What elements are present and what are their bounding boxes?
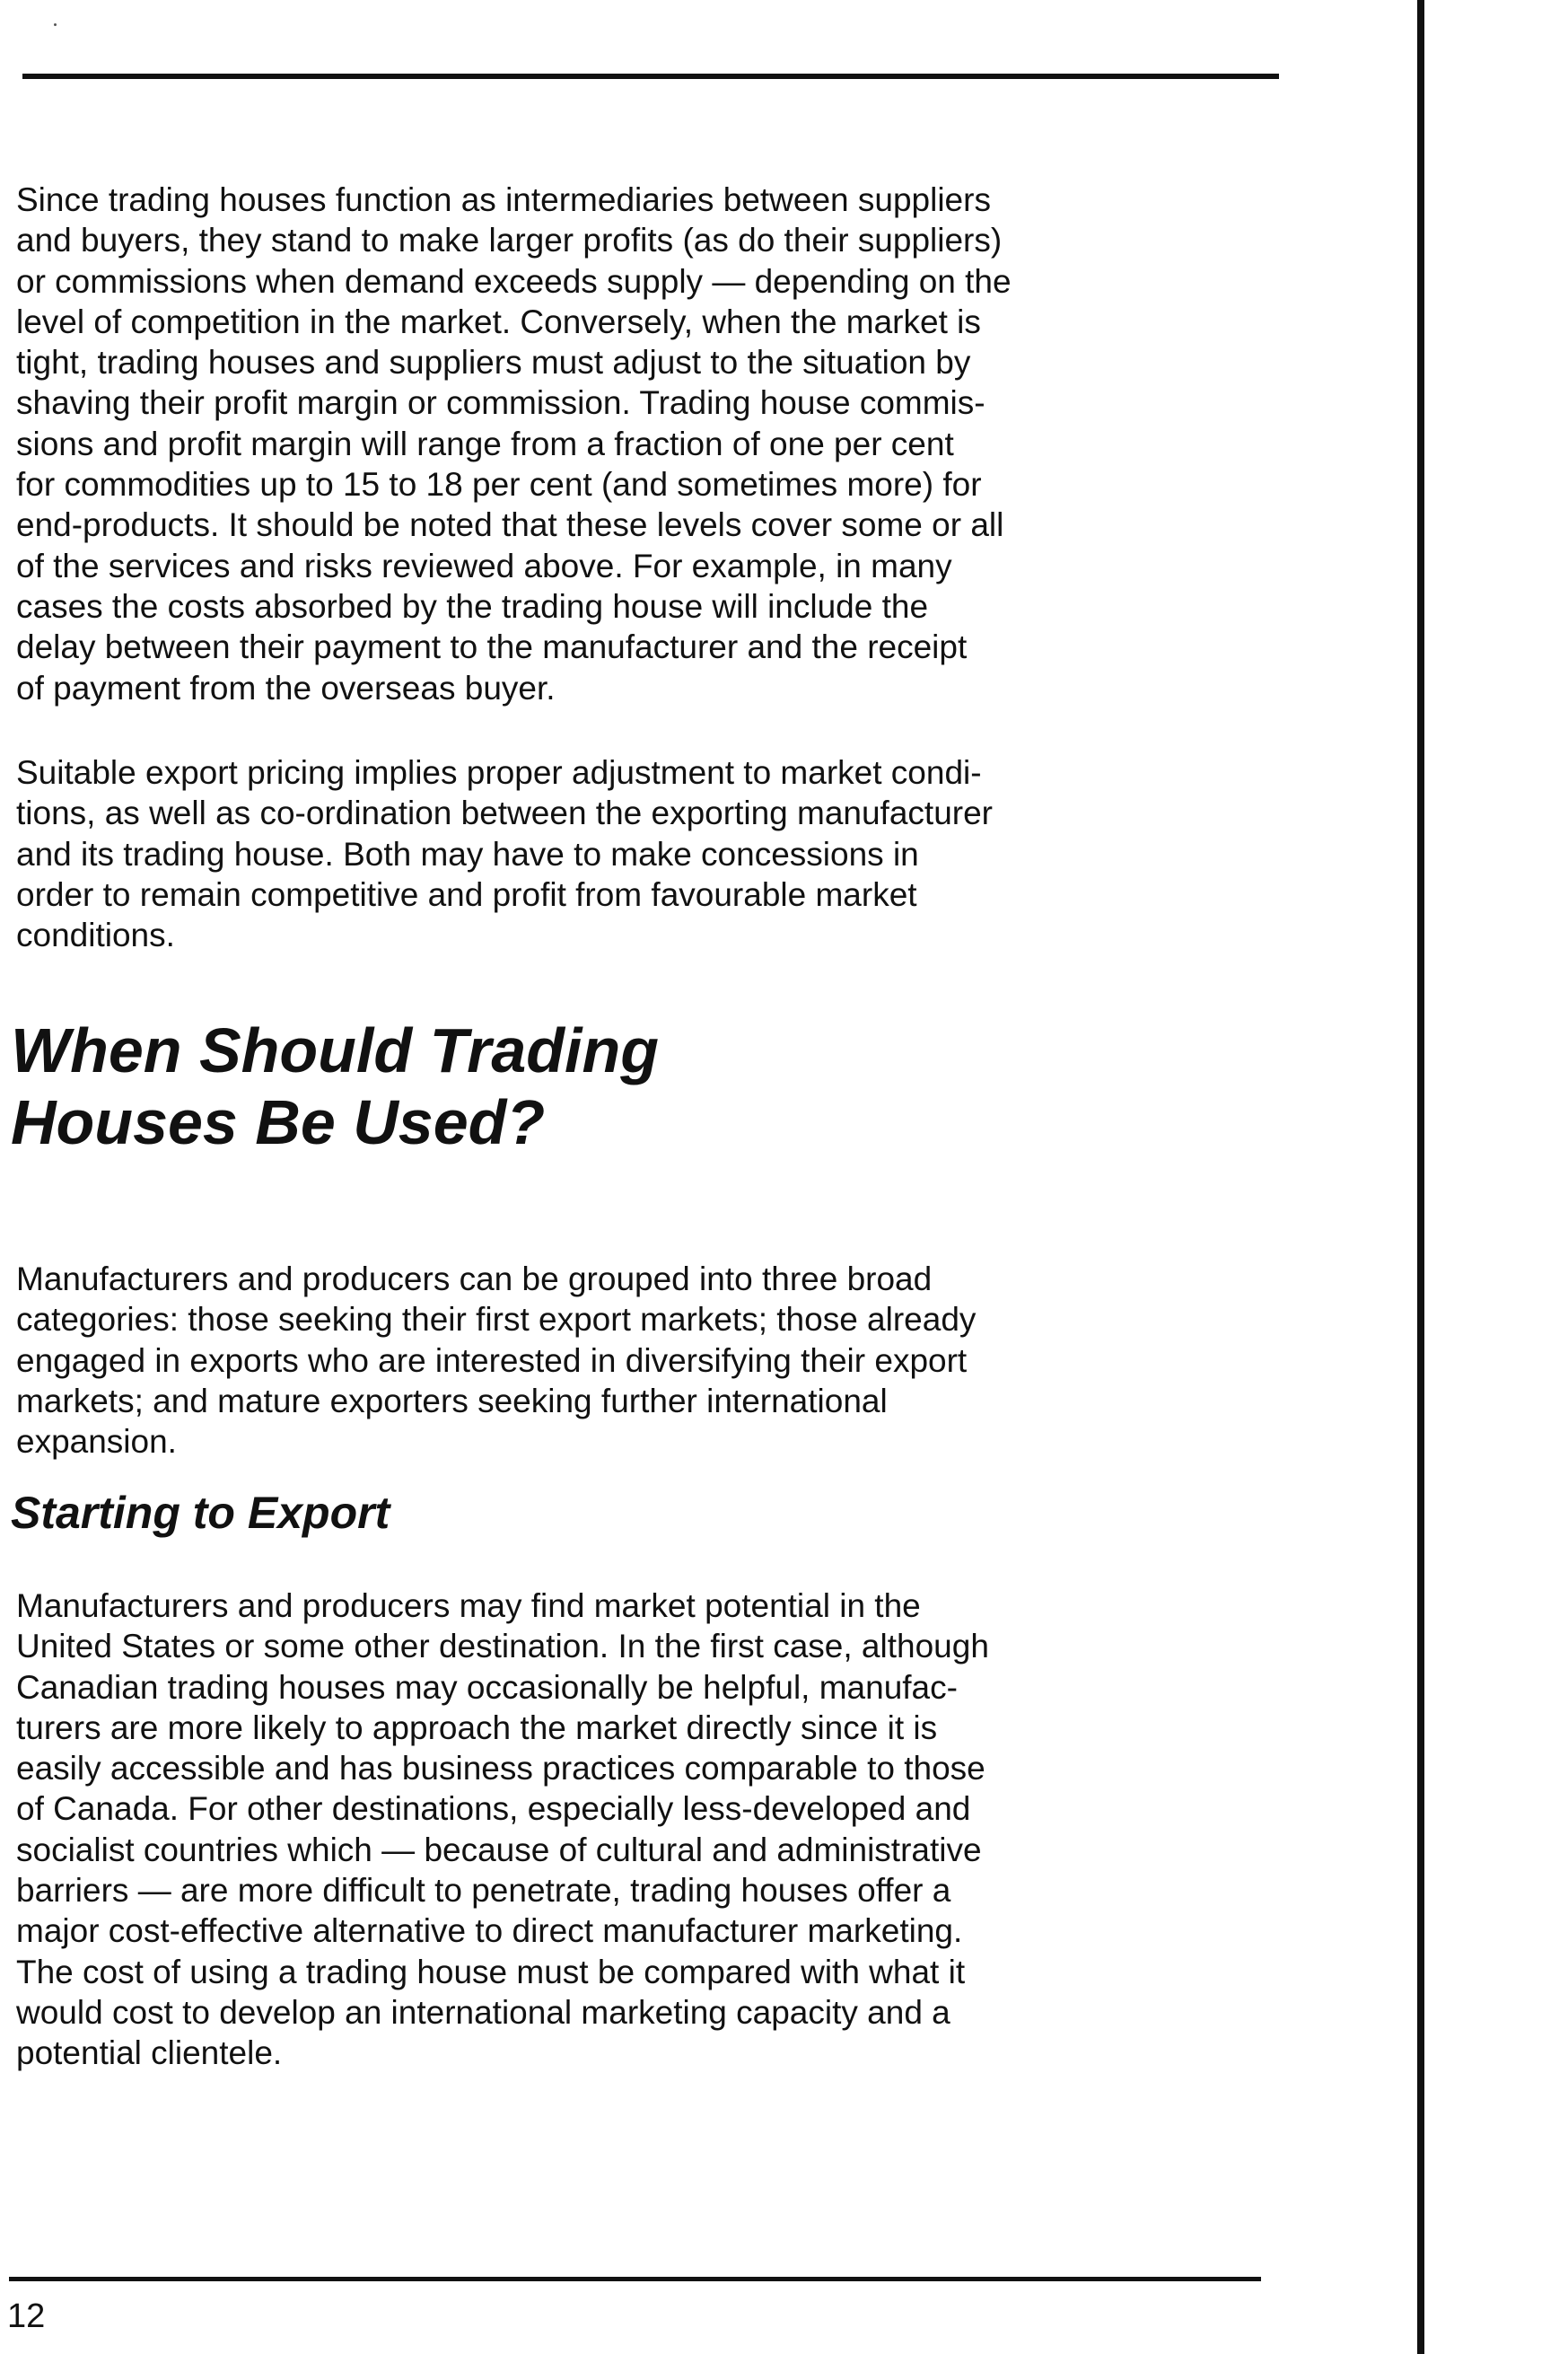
- top-rule: [22, 74, 1279, 79]
- text-line: or commissions when demand exceeds supply — depending on the: [16, 262, 1012, 300]
- text-line: Suitable export pricing implies proper adjustment to market condi-: [16, 754, 982, 791]
- text-line: expansion.: [16, 1423, 177, 1461]
- text-line: tions, as well as co-ordination between the exporting manufacturer: [16, 795, 993, 832]
- text-line: Manufacturers and producers can be grouped into three broad: [16, 1260, 933, 1297]
- text-line: sions and profit margin will range from a fraction of one per cent: [16, 425, 954, 462]
- text-line: end-products. It should be noted that these levels cover some or all: [16, 506, 1004, 544]
- text-line: cases the costs absorbed by the trading house will include the: [16, 587, 929, 625]
- text-line: turers are more likely to approach the market directly since it is: [16, 1708, 938, 1746]
- text-line: for commodities up to 15 to 18 per cent (and sometimes more) for: [16, 466, 982, 504]
- section-heading: [11, 1015, 659, 1158]
- text-line: of payment from the overseas buyer.: [16, 669, 556, 707]
- heading-line: When Should Trading: [11, 1015, 659, 1085]
- text-line: conditions.: [16, 917, 175, 954]
- paragraph-export-pricing: [16, 752, 1282, 955]
- page-number: 12: [7, 2297, 46, 2335]
- paragraph-manufacturer-categories: [16, 1259, 1282, 1462]
- text-line: socialist countries which — because of cultural and administrative: [16, 1831, 982, 1868]
- text-line: level of competition in the market. Conversely, when the market is: [16, 303, 981, 340]
- text-line: categories: those seeking their first export markets; those already: [16, 1301, 977, 1339]
- text-line: Since trading houses function as intermediaries between suppliers: [16, 181, 991, 218]
- paragraph-trading-house-profits: [16, 180, 1282, 708]
- text-line: easily accessible and has business practices comparable to those: [16, 1750, 985, 1787]
- text-line: United States or some other destination. In the first case, although: [16, 1628, 989, 1665]
- heading-line: Houses Be Used?: [11, 1087, 546, 1157]
- bottom-rule: [9, 2277, 1261, 2281]
- text-line: and its trading house. Both may have to make concessions in: [16, 835, 919, 873]
- text-line: engaged in exports who are interested in diversifying their export: [16, 1341, 968, 1379]
- text-line: delay between their payment to the manufacturer and the receipt: [16, 628, 968, 666]
- text-line: barriers — are more difficult to penetrate, trading houses offer a: [16, 1872, 951, 1910]
- text-line: potential clientele.: [16, 2034, 283, 2072]
- text-line: The cost of using a trading house must be compared with what it: [16, 1953, 966, 1990]
- text-line: Canadian trading houses may occasionally be helpful, manufac-: [16, 1668, 958, 1706]
- text-line: of the services and risks reviewed above. For example, in many: [16, 547, 952, 584]
- text-line: order to remain competitive and profit from favourable market: [16, 875, 917, 913]
- text-line: shaving their profit margin or commission. Trading house commis-: [16, 384, 985, 422]
- text-line: of Canada. For other destinations, especially less-developed and: [16, 1790, 971, 1828]
- text-line: tight, trading houses and suppliers must adjust to the situation by: [16, 344, 971, 382]
- text-line: Manufacturers and producers may find market potential in the: [16, 1587, 921, 1624]
- paragraph-starting-to-export: [16, 1585, 1282, 2074]
- scan-speck: [54, 23, 57, 26]
- text-line: and buyers, they stand to make larger profits (as do their suppliers): [16, 222, 1003, 259]
- text-line: markets; and mature exporters seeking further international: [16, 1382, 888, 1419]
- text-line: would cost to develop an international marketing capacity and a: [16, 1993, 950, 2031]
- page-edge-bar: [1417, 0, 1424, 2354]
- subsection-heading: Starting to Export: [11, 1488, 390, 1538]
- text-line: major cost-effective alternative to direct manufacturer marketing.: [16, 1912, 963, 1950]
